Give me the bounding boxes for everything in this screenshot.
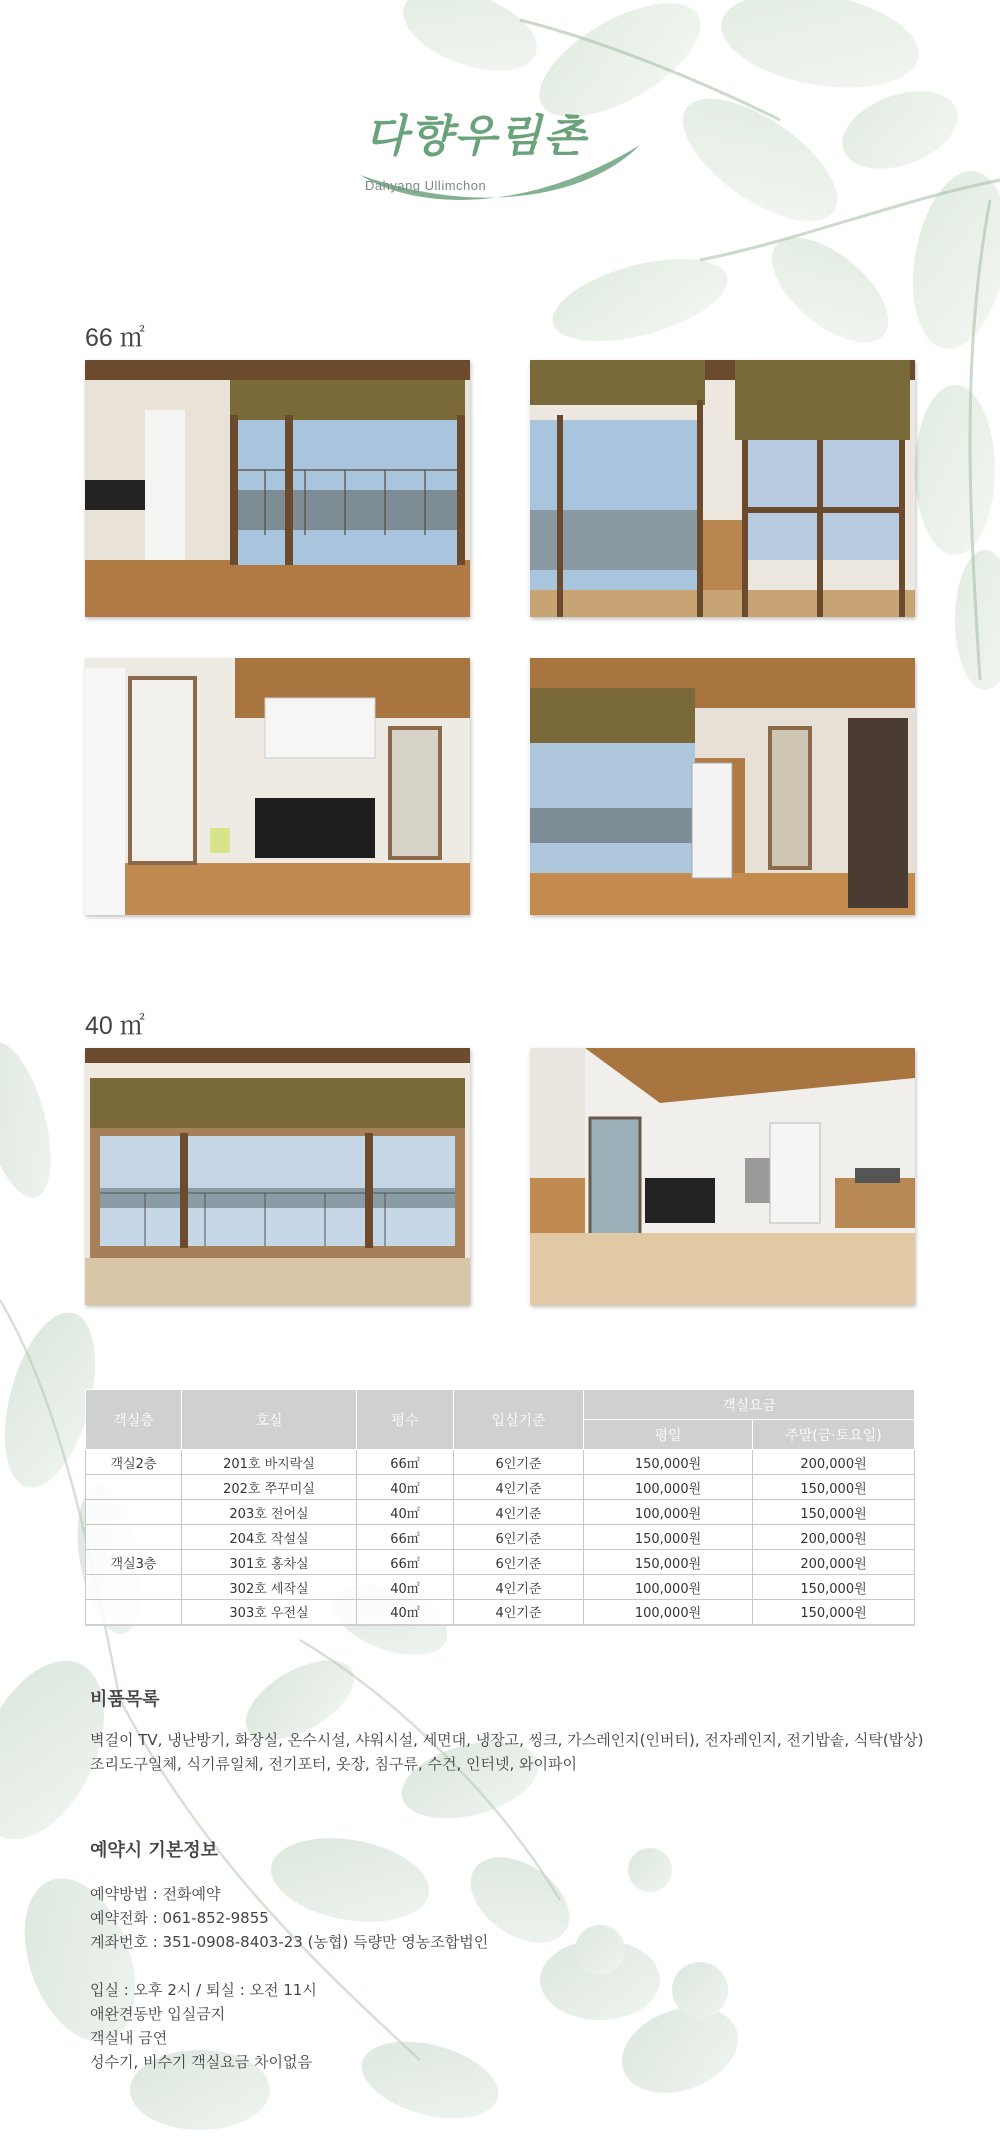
cell-weekday: 100,000원 — [584, 1500, 753, 1525]
header-room: 호실 — [182, 1390, 357, 1450]
cell-size: 66㎡ — [357, 1525, 454, 1550]
room-photo[interactable] — [530, 360, 915, 617]
cell-size: 40㎡ — [357, 1475, 454, 1500]
table-row — [86, 1450, 915, 1475]
size-heading-66: 66 ㎡ — [85, 324, 145, 352]
cell-weekend: 150,000원 — [753, 1500, 915, 1525]
cell-room: 203호 전어실 — [182, 1500, 357, 1525]
room-photo[interactable] — [530, 658, 915, 915]
cell-weekend: 200,000원 — [753, 1450, 915, 1475]
cell-weekday: 100,000원 — [584, 1600, 753, 1625]
header-weekday: 평일 — [584, 1420, 753, 1450]
cell-weekend: 200,000원 — [753, 1550, 915, 1575]
room-photo[interactable] — [85, 658, 470, 915]
reservation-account: 계좌번호 : 351-0908-8403-23 (농협) 득량만 영농조합법인 — [90, 1933, 489, 1951]
window-view-icon — [85, 360, 470, 617]
cell-room: 204호 작설실 — [182, 1525, 357, 1550]
cell-capacity: 4인기준 — [454, 1475, 584, 1500]
cell-capacity: 4인기준 — [454, 1500, 584, 1525]
cell-floor: 객실2층 — [86, 1450, 182, 1475]
cell-weekend: 150,000원 — [753, 1475, 915, 1500]
reservation-phone[interactable]: 예약전화 : 061-852-9855 — [90, 1909, 269, 1927]
room-view-icon — [530, 658, 915, 915]
cell-floor — [86, 1575, 182, 1600]
header-floor: 객실층 — [86, 1390, 182, 1450]
cell-size: 66㎡ — [357, 1450, 454, 1475]
cell-room: 301호 홍차실 — [182, 1550, 357, 1575]
rate-table — [85, 1389, 915, 1626]
table-row — [86, 1525, 915, 1550]
cell-room: 202호 쭈꾸미실 — [182, 1475, 357, 1500]
header-rate: 객실요금 — [584, 1390, 915, 1420]
cell-floor — [86, 1500, 182, 1525]
window-view-icon — [85, 1048, 470, 1305]
cell-weekend: 150,000원 — [753, 1575, 915, 1600]
table-row — [86, 1550, 915, 1575]
header-size: 평수 — [357, 1390, 454, 1450]
cell-capacity: 4인기준 — [454, 1575, 584, 1600]
cell-capacity: 6인기준 — [454, 1550, 584, 1575]
table-row — [86, 1500, 915, 1525]
reservation-info — [90, 1882, 488, 2074]
cell-size: 66㎡ — [357, 1550, 454, 1575]
cell-floor — [86, 1475, 182, 1500]
amenities-line: 벽걸이 TV, 냉난방기, 화장실, 온수시설, 샤워시설, 세면대, 냉장고, 씽크, 가스레인지(인버터), 전자레인지, 전기밥솥, 식탁(밥상) — [90, 1731, 924, 1749]
cell-size: 40㎡ — [357, 1500, 454, 1525]
cell-capacity: 6인기준 — [454, 1525, 584, 1550]
cell-floor: 객실3층 — [86, 1550, 182, 1575]
amenities-list — [90, 1728, 924, 1776]
header-capacity: 입실기준 — [454, 1390, 584, 1450]
cell-weekday: 100,000원 — [584, 1575, 753, 1600]
header-weekend: 주말(금·토요일) — [753, 1420, 915, 1450]
cell-weekday: 150,000원 — [584, 1450, 753, 1475]
window-view-icon — [530, 360, 915, 617]
reservation-season-note: 성수기, 비수기 객실요금 차이없음 — [90, 2053, 312, 2071]
cell-capacity: 6인기준 — [454, 1450, 584, 1475]
room-photo[interactable] — [85, 360, 470, 617]
brand-logo[interactable] — [355, 100, 655, 210]
cell-weekend: 150,000원 — [753, 1600, 915, 1625]
room-view-icon — [530, 1048, 915, 1305]
reservation-smoking-policy: 객실내 금연 — [90, 2029, 168, 2047]
reservation-pet-policy: 애완견동반 입실금지 — [90, 2005, 226, 2023]
table-row — [86, 1575, 915, 1600]
cell-capacity: 4인기준 — [454, 1600, 584, 1625]
amenities-title: 비품목록 — [90, 1689, 160, 1710]
reservation-title: 예약시 기본정보 — [90, 1840, 218, 1861]
amenities-line: 조리도구일체, 식기류일체, 전기포터, 옷장, 침구류, 수건, 인터넷, 와이파이 — [90, 1755, 577, 1773]
cell-weekend: 200,000원 — [753, 1525, 915, 1550]
table-row — [86, 1475, 915, 1500]
room-photo[interactable] — [85, 1048, 470, 1305]
cell-room: 303호 우전실 — [182, 1600, 357, 1625]
size-heading-40: 40 ㎡ — [85, 1012, 145, 1040]
logo-subtitle: Dahyang Ullimchon — [365, 178, 487, 193]
cell-weekday: 150,000원 — [584, 1525, 753, 1550]
reservation-method: 예약방법 : 전화예약 — [90, 1885, 221, 1903]
reservation-checkin: 입실 : 오후 2시 / 퇴실 : 오전 11시 — [90, 1981, 317, 1999]
logo-title: 다향우림촌 — [365, 111, 588, 162]
cell-size: 40㎡ — [357, 1575, 454, 1600]
cell-floor — [86, 1600, 182, 1625]
cell-room: 302호 세작실 — [182, 1575, 357, 1600]
cell-weekday: 150,000원 — [584, 1550, 753, 1575]
kitchen-view-icon — [85, 658, 470, 915]
cell-floor — [86, 1525, 182, 1550]
reservation-spacer — [90, 1954, 488, 1978]
cell-room: 201호 바지락실 — [182, 1450, 357, 1475]
room-photo[interactable] — [530, 1048, 915, 1305]
cell-weekday: 100,000원 — [584, 1475, 753, 1500]
table-row — [86, 1600, 915, 1625]
cell-size: 40㎡ — [357, 1600, 454, 1625]
